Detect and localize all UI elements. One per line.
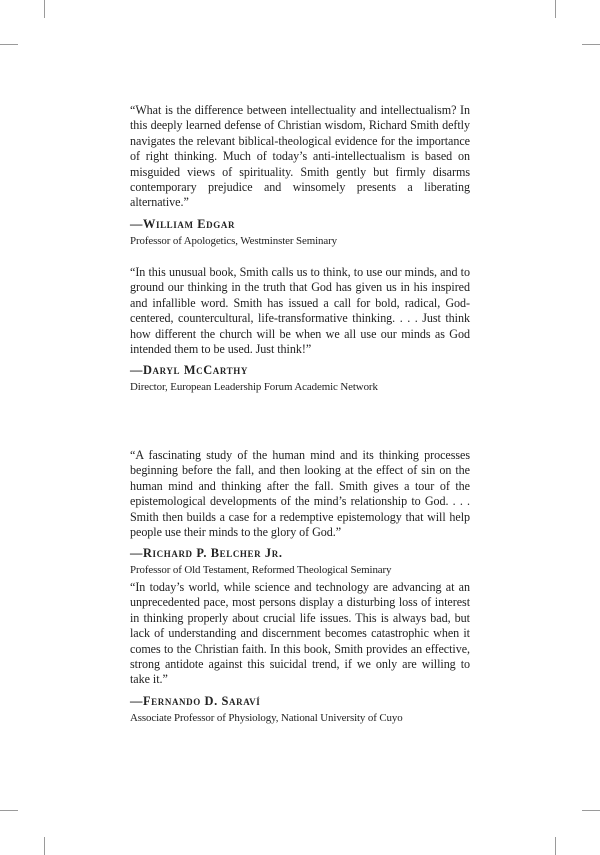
endorser-affiliation: Director, European Leadership Forum Academic Network bbox=[130, 381, 378, 394]
endorser-affiliation: Associate Professor of Physiology, National University of Cuyo bbox=[130, 711, 403, 724]
endorsement bbox=[130, 448, 470, 577]
endorser-affiliation: Professor of Old Testament, Reformed Theological Seminary bbox=[130, 564, 392, 577]
crop-mark bbox=[582, 810, 600, 811]
endorsement bbox=[130, 580, 470, 725]
crop-mark bbox=[555, 837, 556, 855]
crop-mark bbox=[44, 837, 45, 855]
endorsement-quote: “A fascinating study of the human mind and its thinking processes beginning before the fall, and then looking at the effect of sin on the human mind and thinking after the fall. Smith gives a tour of the epistemological developments of the mind’s relationship to God. . . . Smith then builds a case for a redemptive epistemology that will help people use their minds to the glory of God.” bbox=[130, 448, 470, 540]
endorsement-quote: “In this unusual book, Smith calls us to think, to use our minds, and to ground our thinking in the truth that God has given us in his inspired and infallible word. Smith has issued a call for bold, radical, God-centered, countercultural, life-transformative thinking. . . . Just think how different the church will be when we all use our minds as God intended them to be used. Just think!” bbox=[130, 265, 470, 357]
crop-mark bbox=[44, 0, 45, 18]
endorser-affiliation: Professor of Apologetics, Westminster Seminary bbox=[130, 234, 337, 247]
endorser-name: —Fernando D. Saraví bbox=[130, 693, 261, 708]
endorsement-quote: “In today’s world, while science and technology are advancing at an unprecedented pace, most persons display a disturbing loss of interest in thinking properly about crucial life issues. This is always bad, but lack of understanding and discernment becomes catastrophic when it comes to the Christian faith. In this book, Smith provides an effective, strong antidote against this suicidal trend, if we only are willing to take it.” bbox=[130, 580, 470, 687]
crop-mark bbox=[582, 44, 600, 45]
crop-mark bbox=[555, 0, 556, 18]
endorsement bbox=[130, 103, 470, 248]
endorsement bbox=[130, 265, 470, 394]
endorser-name: —William Edgar bbox=[130, 216, 236, 231]
crop-mark bbox=[0, 44, 18, 45]
endorser-name: —Daryl McCarthy bbox=[130, 363, 248, 378]
endorsement-quote: “What is the difference between intellectuality and intellectualism? In this deeply learned defense of Christian wisdom, Richard Smith deftly navigates the relevant biblical-theological evidence for the importance of right thinking. Much of today’s anti-intellectualism is based on misguided views of spirituality. Smith gently but firmly disarms contemporary prejudice and winsomely presents a liberating alternative.” bbox=[130, 103, 470, 210]
endorser-name: —Richard P. Belcher Jr. bbox=[130, 546, 283, 561]
crop-mark bbox=[0, 810, 18, 811]
